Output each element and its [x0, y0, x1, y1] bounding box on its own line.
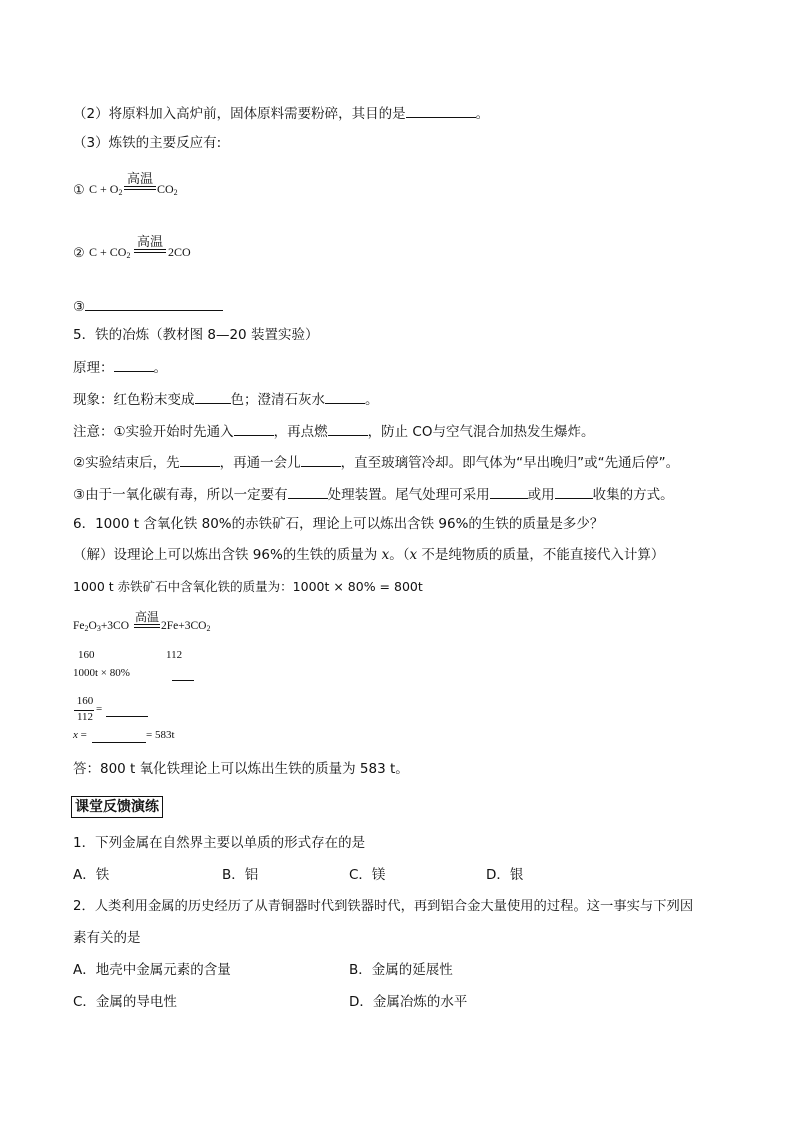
note-text: ②实验结束后，先 — [73, 455, 180, 471]
answer-blank[interactable] — [180, 452, 220, 467]
answer-blank[interactable] — [172, 666, 194, 681]
equals-sign: = — [96, 703, 103, 715]
fraction-denominator: 112 — [76, 711, 94, 723]
practice-2-option-b[interactable]: B．金属的延展性 — [349, 962, 453, 978]
molar-mass-fe: 112 — [166, 649, 183, 661]
practice-1-option-a[interactable]: A．铁 — [73, 867, 110, 883]
practice-2-option-c[interactable]: C．金属的导电性 — [73, 994, 177, 1010]
phenomenon-text: 现象：红色粉末变成 — [73, 392, 195, 408]
mass-expression: 1000t × 80% — [73, 667, 130, 679]
answer-blank[interactable] — [114, 357, 154, 372]
principle-label: 原理： — [73, 360, 114, 376]
reaction-products: $CO_2$ — [157, 182, 178, 197]
fraction-numerator: 160 — [76, 695, 94, 707]
answer-blank[interactable] — [85, 296, 223, 311]
solution-text: 不是纯物质的质量，不能直接代入计算） — [417, 547, 665, 563]
note-1-line — [73, 421, 594, 441]
answer-blank[interactable] — [328, 421, 368, 436]
section-heading: 课堂反馈演练 — [71, 796, 163, 818]
practice-1-option-b[interactable]: B．铝 — [222, 867, 259, 883]
question-2-line — [73, 103, 489, 123]
reduction-equation — [73, 608, 293, 638]
equation-reactants: $Fe_2O_3+3CO$ — [73, 620, 130, 633]
practice-1-option-c[interactable]: C．镁 — [349, 867, 386, 883]
solution-text: 。（ — [389, 547, 410, 563]
note-text: 或用 — [527, 487, 555, 503]
equation-products: $2Fe+3CO_2$ — [161, 620, 211, 633]
reaction-number: ① — [73, 182, 85, 197]
reaction-products: 2CO — [168, 245, 191, 259]
principle-line — [73, 357, 167, 377]
note-text: 注意：①实验开始时先通入 — [73, 424, 234, 440]
equation-condition: 高温 — [134, 610, 159, 624]
practice-2-text-line-1: 2．人类利用金属的历史经历了从青铜器时代到铁器时代，再到铝合金大量使用的过程。这一事实与下列因 — [73, 899, 694, 914]
note-2-line — [73, 452, 679, 472]
question-6-text: 6．1000 t 含氧化铁 80%的赤铁矿石，理论上可以炼出含铁 96%的生铁的质量是多少？ — [73, 516, 604, 532]
answer-blank[interactable] — [325, 389, 365, 404]
reaction-condition: 高温 — [136, 234, 163, 249]
equals-bar — [134, 249, 166, 253]
answer-blank[interactable] — [406, 103, 476, 118]
reaction-3-line — [73, 296, 223, 316]
solution-line — [73, 546, 664, 564]
x-result: = 583t — [146, 729, 175, 741]
x-equation — [73, 729, 87, 741]
reaction-number: ③ — [73, 299, 86, 315]
practice-1-option-d[interactable]: D．银 — [486, 867, 524, 883]
note-text: ，再通一会儿 — [219, 455, 301, 471]
variable-x: x — [73, 729, 78, 741]
practice-2-option-a[interactable]: A．地壳中金属元素的含量 — [73, 962, 231, 978]
question-2-text: （2）将原料加入高炉前，固体原料需要粉碎，其目的是 — [73, 106, 406, 122]
note-3-line — [73, 484, 674, 504]
solution-text: （解）设理论上可以炼出含铁 96%的生铁的质量为 — [73, 547, 382, 563]
note-text: ，直至玻璃管冷却。即气体为“早出晚归”或“先通后停”。 — [340, 455, 680, 471]
answer-blank[interactable] — [234, 421, 274, 436]
variable-x: x — [409, 547, 418, 563]
molar-mass-fe2o3: 160 — [78, 649, 95, 661]
punctuation: 。 — [475, 106, 490, 122]
answer-line: 答：800 t 氧化铁理论上可以炼出生铁的质量为 583 t。 — [73, 761, 409, 777]
note-text: ，防止 CO与空气混合加热发生爆炸。 — [367, 424, 595, 440]
phenomenon-line — [73, 389, 379, 409]
practice-1-text: 1．下列金属在自然界主要以单质的形式存在的是 — [73, 835, 366, 851]
answer-blank[interactable] — [301, 452, 341, 467]
practice-2-option-d[interactable]: D．金属冶炼的水平 — [349, 994, 468, 1010]
reaction-reactants: $C + O_2$ — [89, 182, 123, 197]
note-text: 收集的方式。 — [592, 487, 674, 503]
note-text: ③由于一氧化碳有毒，所以一定要有 — [73, 487, 288, 503]
practice-2-text-line-2: 素有关的是 — [73, 930, 141, 946]
equals-sign: = — [77, 729, 87, 741]
answer-blank[interactable] — [490, 484, 528, 499]
note-text: 处理装置。尾气处理可采用 — [327, 487, 490, 503]
answer-blank[interactable] — [195, 389, 231, 404]
answer-blank[interactable] — [288, 484, 328, 499]
reaction-reactants: $C + CO_2$ — [89, 245, 131, 260]
reaction-number: ② — [73, 245, 85, 260]
equals-bar — [134, 624, 160, 628]
phenomenon-text: 色；澄清石灰水 — [230, 392, 325, 408]
answer-blank[interactable] — [106, 702, 148, 717]
reaction-1 — [73, 168, 273, 208]
equals-bar — [124, 186, 156, 190]
answer-blank[interactable] — [92, 728, 146, 743]
question-3-line: （3）炼铁的主要反应有: — [73, 135, 222, 151]
variable-x: x — [381, 547, 390, 563]
punctuation: 。 — [153, 360, 167, 376]
section-5-title: 5．铁的冶炼（教材图 8—20 装置实验） — [73, 327, 319, 343]
answer-blank[interactable] — [555, 484, 593, 499]
punctuation: 。 — [365, 392, 379, 408]
reaction-2 — [73, 231, 273, 271]
ore-mass-line: 1000 t 赤铁矿石中含氧化铁的质量为：1000t × 80% = 800t — [73, 579, 423, 594]
note-text: ，再点燃 — [273, 424, 328, 440]
reaction-condition: 高温 — [126, 171, 153, 186]
